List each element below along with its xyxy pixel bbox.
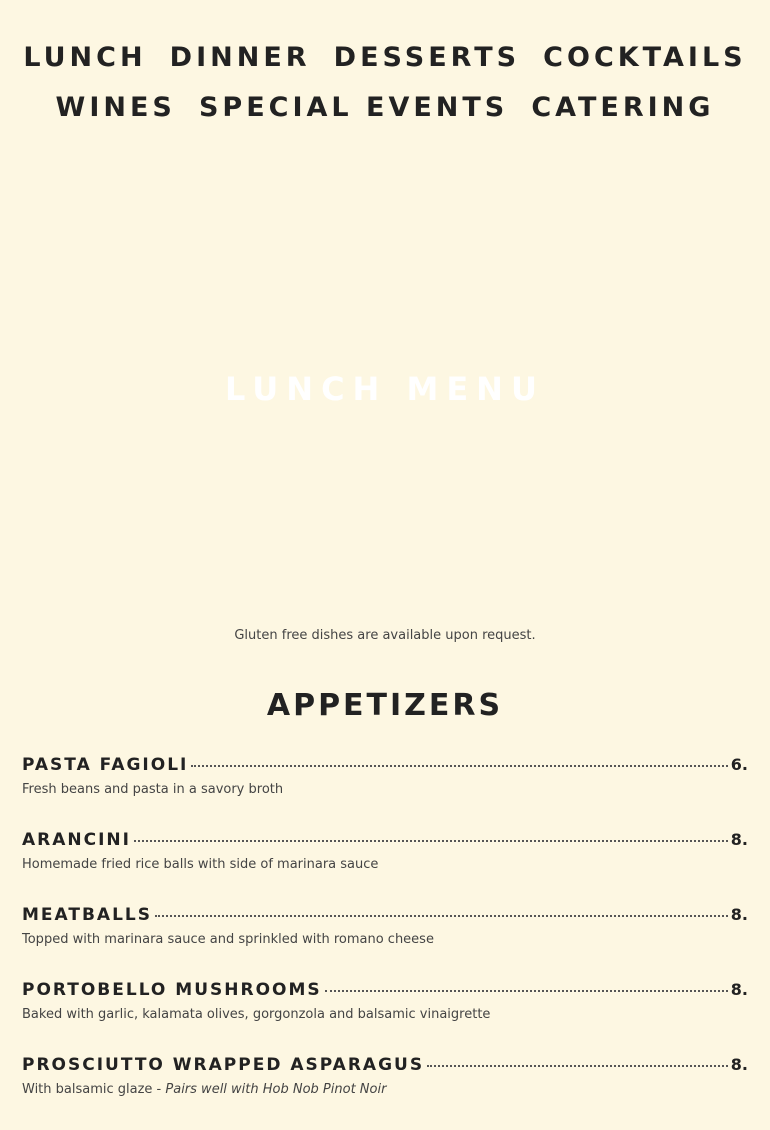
nav-link-cocktails[interactable]: COCKTAILS — [543, 42, 747, 73]
section-title: APPETIZERS — [266, 688, 504, 723]
nav-link-lunch[interactable]: LUNCH — [23, 42, 147, 73]
menu-item-description-text: Fresh beans and pasta in a savory broth — [22, 782, 284, 797]
nav-link-dinner[interactable]: DINNER — [169, 42, 311, 73]
appetizers-list — [22, 755, 748, 1130]
menu-item-meatballs — [22, 905, 748, 980]
menu-item-arancini — [22, 830, 748, 905]
menu-item-description-text: With balsamic glaze - — [22, 1082, 166, 1097]
menu-item-description — [22, 782, 748, 797]
menu-item-description-text: Homemade fried rice balls with side of marinara sauce — [22, 857, 379, 872]
nav-link-wines[interactable]: WINES — [55, 92, 176, 123]
menu-item-description — [22, 1007, 748, 1022]
menu-item-header — [22, 755, 748, 781]
nav-link-catering[interactable]: CATERING — [531, 92, 715, 123]
menu-item-header — [22, 980, 748, 1006]
dot-leader — [134, 840, 728, 842]
menu-item-header — [22, 830, 748, 856]
dot-leader — [325, 990, 728, 992]
gluten-free-note: Gluten free dishes are available upon request. — [234, 628, 536, 643]
menu-item-name: PASTA FAGIOLI — [22, 755, 189, 775]
menu-item-name: ARANCINI — [22, 830, 131, 850]
menu-item-name: PROSCIUTTO WRAPPED ASPARAGUS — [22, 1055, 425, 1075]
menu-item-name: PORTOBELLO MUSHROOMS — [22, 980, 322, 1000]
menu-item-pasta-fagioli — [22, 755, 748, 830]
menu-item-price: 6. — [730, 755, 748, 774]
nav-link-desserts[interactable]: DESSERTS — [333, 42, 521, 73]
menu-item-description — [22, 1082, 748, 1097]
menu-item-description — [22, 857, 748, 872]
nav-row-1 — [0, 36, 770, 86]
menu-item-header — [22, 1055, 748, 1081]
menu-item-price: 8. — [730, 1055, 748, 1074]
dot-leader — [191, 765, 727, 767]
dot-leader — [427, 1065, 728, 1067]
menu-item-description-text: Baked with garlic, kalamata olives, gorgonzola and balsamic vinaigrette — [22, 1007, 491, 1022]
nav-link-special-events[interactable]: SPECIAL EVENTS — [198, 92, 509, 123]
dot-leader — [155, 915, 728, 917]
menu-item-name: MEATBALLS — [22, 905, 152, 925]
menu-item-price: 8. — [730, 905, 748, 924]
menu-item-price: 8. — [730, 980, 748, 999]
menu-item-description-text: Topped with marinara sauce and sprinkled with romano cheese — [22, 932, 434, 947]
menu-item-description — [22, 932, 748, 947]
menu-item-pairing: Pairs well with Hob Nob Pinot Noir — [165, 1082, 387, 1097]
nav-row-2 — [0, 86, 770, 136]
menu-item-prosciutto-wrapped-asparagus — [22, 1055, 748, 1130]
main-nav — [0, 36, 770, 136]
menu-item-header — [22, 905, 748, 931]
hero-title: LUNCH MENU — [225, 370, 545, 408]
menu-item-price: 8. — [730, 830, 748, 849]
menu-item-portobello-mushrooms — [22, 980, 748, 1055]
